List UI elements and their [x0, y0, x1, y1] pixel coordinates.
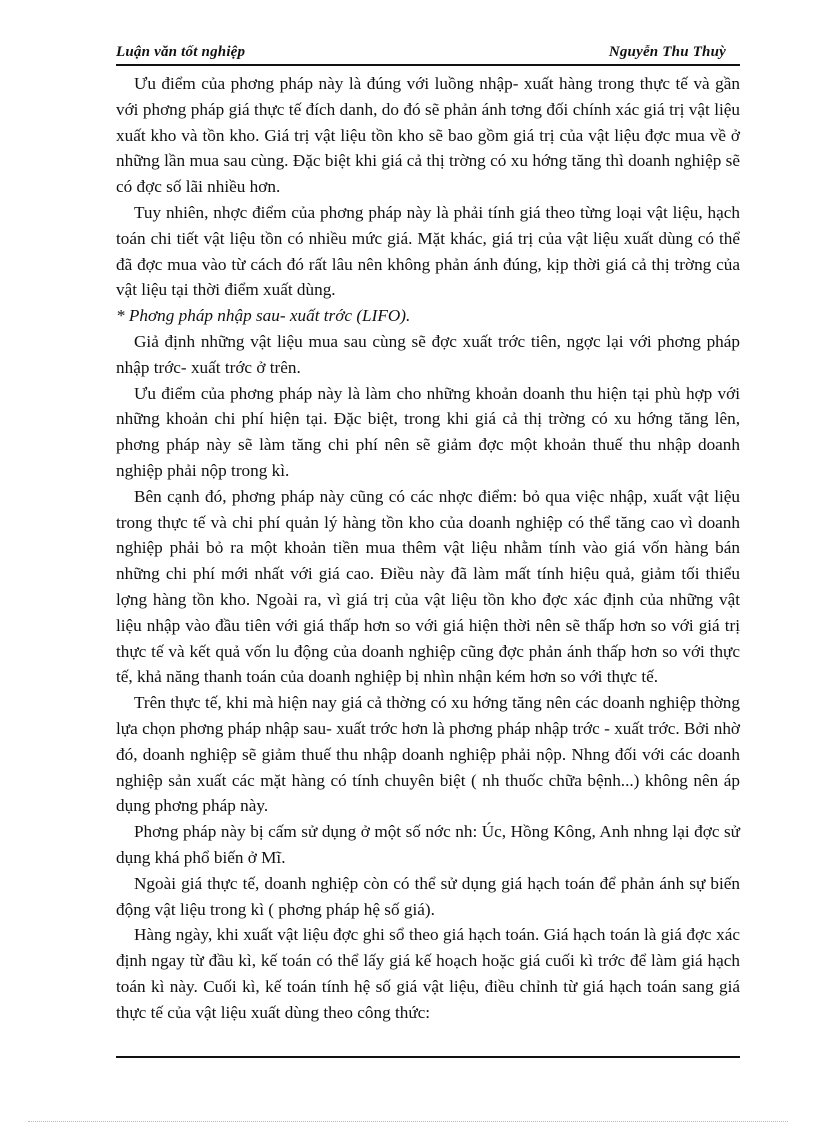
page-header [116, 44, 740, 66]
section-heading-lifo: * Phơng pháp nhập sau- xuất trớc (LIFO). [116, 306, 411, 326]
header-author-name: Nguyễn Thu Thuỳ [608, 44, 726, 60]
paragraph: Bên cạnh đó, phơng pháp này cũng có các nhợc điểm: bỏ qua việc nhập, xuất vật liệu trong thực tế và chi phí quản lý hàng tồn kho của doanh nghiệp có thể tăng cao vì doanh nghiệp phải bỏ ra một khoản tiền mua thêm vật liệu nhằm tính vào giá vốn hàng bán những chi phí mới nhất với giá cao. Điều này đã làm mất tính hiệu quả, giảm tối thiểu lợng hàng tồn kho. Ngoài ra, vì giá trị của vật liệu tồn kho đợc xác định của những vật liệu nhập vào đầu tiên với giá thấp hơn so với giá hiện thời nên sẽ thấp hơn so với giá trị thực tế và kết quả vốn lu động của doanh nghiệp cũng đợc phản ánh thấp hơn so với thực tế, khả năng thanh toán của doanh nghiệp bị nhìn nhận kém hơn so với thực tế. [116, 486, 740, 687]
paragraph: Ưu điểm của phơng pháp này là làm cho những khoản doanh thu hiện tại phù hợp với những khoản chi phí hiện tại. Đặc biệt, trong khi giá cả thị trờng có xu hớng tăng lên, phơng pháp này sẽ làm tăng chi phí nên sẽ giảm đợc một khoản thuế thu nhập doanh nghiệp phải nộp trong kì. [116, 383, 740, 480]
paragraph: Phơng pháp này bị cấm sử dụng ở một số nớc nh: Úc, Hồng Kông, Anh nhng lại đợc sử dụng khá phổ biến ở Mĩ. [116, 822, 740, 867]
footer-rule [116, 1056, 740, 1058]
paragraph: Ưu điểm của phơng pháp này là đúng với luồng nhập- xuất hàng trong thực tế và gần với phơng pháp giá thực tế đích danh, do đó sẽ phản ánh tơng đối chính xác giá trị vật liệu xuất kho và tồn kho. Giá trị vật liệu tồn kho sẽ bao gồm giá trị của vật liệu đợc mua về ở những lần mua sau cùng. Đặc biệt khi giá cả thị trờng có xu hớng tăng thì doanh nghiệp sẽ có đợc số lãi nhiều hơn. [116, 74, 740, 197]
paragraph: Hàng ngày, khi xuất vật liệu đợc ghi sổ theo giá hạch toán. Giá hạch toán là giá đợc xác định ngay từ đầu kì, kế toán có thể lấy giá kế hoạch hoặc giá cuối kì trớc để làm giá hạch toán kì này. Cuối kì, kế toán tính hệ số giá vật liệu, điều chỉnh từ giá hạch toán sang giá thực tế của vật liệu xuất dùng theo công thức: [116, 925, 740, 1022]
document-body [116, 71, 740, 1025]
paragraph: Ngoài giá thực tế, doanh nghiệp còn có thể sử dụng giá hạch toán để phản ánh sự biến động vật liệu trong kì ( phơng pháp hệ số giá). [116, 873, 740, 919]
paragraph: Giả định những vật liệu mua sau cùng sẽ đợc xuất trớc tiên, ngợc lại với phơng pháp nhập trớc- xuất trớc ở trên. [116, 331, 740, 377]
paragraph: Tuy nhiên, nhợc điểm của phơng pháp này là phải tính giá theo từng loại vật liệu, hạch toán chi tiết vật liệu tồn có nhiều mức giá. Mặt khác, giá trị của vật liệu xuất dùng có thể đã đợc mua vào từ cách đó rất lâu nên không phản ánh đúng, kịp thời giá cả thị trờng của vật liệu tại thời điểm xuất dùng. [116, 202, 740, 300]
paragraph: Trên thực tế, khi mà hiện nay giá cả thờng có xu hớng tăng nên các doanh nghiệp thờng lựa chọn phơng pháp nhập sau- xuất trớc hơn là phơng pháp nhập trớc - xuất trớc. Bởi nhờ đó, doanh nghiệp sẽ giảm thuế thu nhập doanh nghiệp phải nộp. Nhng đối với các doanh nghiệp sản xuất các mặt hàng có tính chuyên biệt ( nh thuốc chữa bệnh...) không nên áp dụng phơng pháp này. [116, 693, 740, 816]
header-thesis-title: Luận văn tốt nghiệp [116, 44, 246, 60]
page-edge-divider [28, 1121, 788, 1122]
